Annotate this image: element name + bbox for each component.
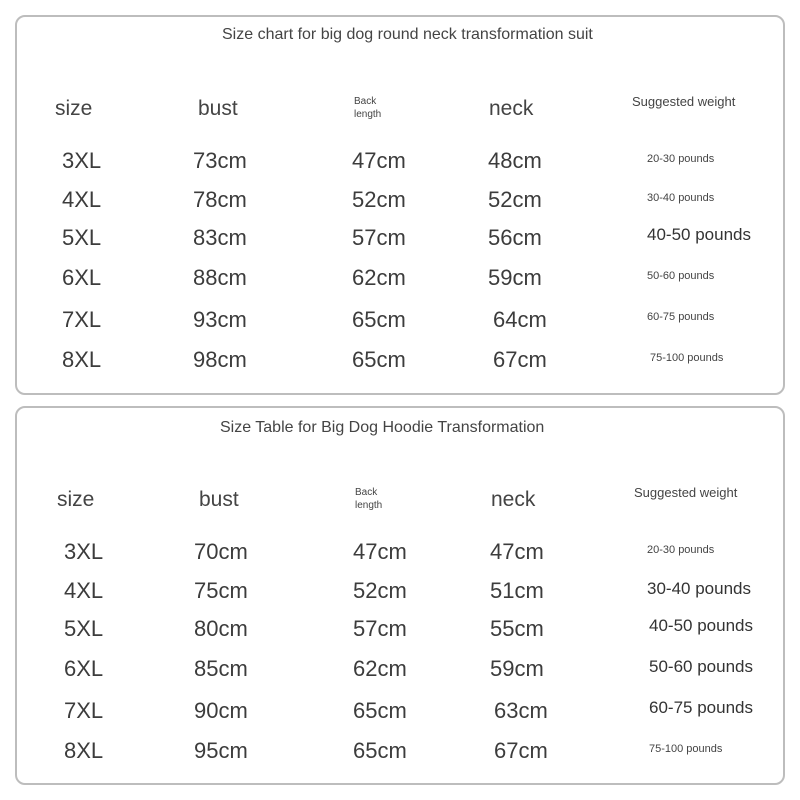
cell-bust: 98cm <box>193 347 247 372</box>
cell-bust: 88cm <box>193 265 247 290</box>
cell-bust: 95cm <box>194 738 248 763</box>
cell-size: 3XL <box>62 148 102 173</box>
cell-neck: 56cm <box>488 225 542 250</box>
cell-weight: 60-75 pounds <box>649 698 753 717</box>
header-back-length: Back length <box>355 487 383 511</box>
cell-neck: 67cm <box>493 347 547 372</box>
cell-bust: 78cm <box>193 187 247 212</box>
header-size: size <box>57 488 95 511</box>
cell-weight: 30-40 pounds <box>647 192 715 204</box>
cell-neck: 48cm <box>488 148 542 173</box>
cell-weight: 20-30 pounds <box>647 153 715 165</box>
cell-size: 6XL <box>62 265 102 290</box>
cell-back-length: 65cm <box>353 698 407 723</box>
header-size: size <box>55 97 93 120</box>
header-bust: bust <box>198 97 238 120</box>
cell-back-length: 52cm <box>353 578 407 603</box>
cell-weight: 20-30 pounds <box>647 544 715 556</box>
cell-weight: 30-40 pounds <box>647 579 751 598</box>
cell-back-length: 57cm <box>353 616 407 641</box>
table-title: Size chart for big dog round neck transformation suit <box>222 26 593 43</box>
cell-weight: 40-50 pounds <box>647 225 751 244</box>
cell-weight: 40-50 pounds <box>649 616 753 635</box>
header-suggested-weight: Suggested weight <box>632 94 736 109</box>
cell-bust: 90cm <box>194 698 248 723</box>
header-bust: bust <box>199 488 239 511</box>
cell-weight: 60-75 pounds <box>647 311 715 323</box>
cell-back-length: 57cm <box>352 225 406 250</box>
cell-size: 5XL <box>62 225 102 250</box>
cell-neck: 47cm <box>490 539 544 564</box>
cell-back-length: 47cm <box>353 539 407 564</box>
cell-size: 4XL <box>62 187 102 212</box>
cell-bust: 93cm <box>193 307 247 332</box>
header-neck: neck <box>491 488 536 511</box>
cell-neck: 67cm <box>494 738 548 763</box>
cell-size: 6XL <box>64 656 104 681</box>
size-chart-round-neck <box>15 15 785 395</box>
cell-neck: 52cm <box>488 187 542 212</box>
cell-bust: 85cm <box>194 656 248 681</box>
cell-bust: 73cm <box>193 148 247 173</box>
cell-neck: 51cm <box>490 578 544 603</box>
cell-back-length: 62cm <box>352 265 406 290</box>
cell-bust: 75cm <box>194 578 248 603</box>
cell-bust: 80cm <box>194 616 248 641</box>
table-title: Size Table for Big Dog Hoodie Transformation <box>220 419 545 436</box>
cell-neck: 63cm <box>494 698 548 723</box>
cell-back-length: 62cm <box>353 656 407 681</box>
cell-back-length: 65cm <box>352 347 406 372</box>
cell-neck: 59cm <box>488 265 542 290</box>
cell-back-length: 65cm <box>352 307 406 332</box>
cell-back-length: 52cm <box>352 187 406 212</box>
cell-size: 7XL <box>64 698 104 723</box>
size-table-hoodie <box>15 406 785 785</box>
cell-size: 8XL <box>64 738 104 763</box>
cell-size: 7XL <box>62 307 102 332</box>
cell-weight: 50-60 pounds <box>649 657 753 676</box>
cell-size: 5XL <box>64 616 104 641</box>
cell-bust: 70cm <box>194 539 248 564</box>
header-back-length: Back length <box>354 96 382 120</box>
cell-size: 4XL <box>64 578 104 603</box>
cell-size: 3XL <box>64 539 104 564</box>
header-suggested-weight: Suggested weight <box>634 485 738 500</box>
cell-neck: 64cm <box>493 307 547 332</box>
cell-bust: 83cm <box>193 225 247 250</box>
cell-weight: 50-60 pounds <box>647 270 715 282</box>
cell-back-length: 47cm <box>352 148 406 173</box>
cell-weight: 75-100 pounds <box>649 743 723 755</box>
cell-size: 8XL <box>62 347 102 372</box>
cell-weight: 75-100 pounds <box>650 352 724 364</box>
cell-neck: 55cm <box>490 616 544 641</box>
cell-neck: 59cm <box>490 656 544 681</box>
cell-back-length: 65cm <box>353 738 407 763</box>
header-neck: neck <box>489 97 534 120</box>
